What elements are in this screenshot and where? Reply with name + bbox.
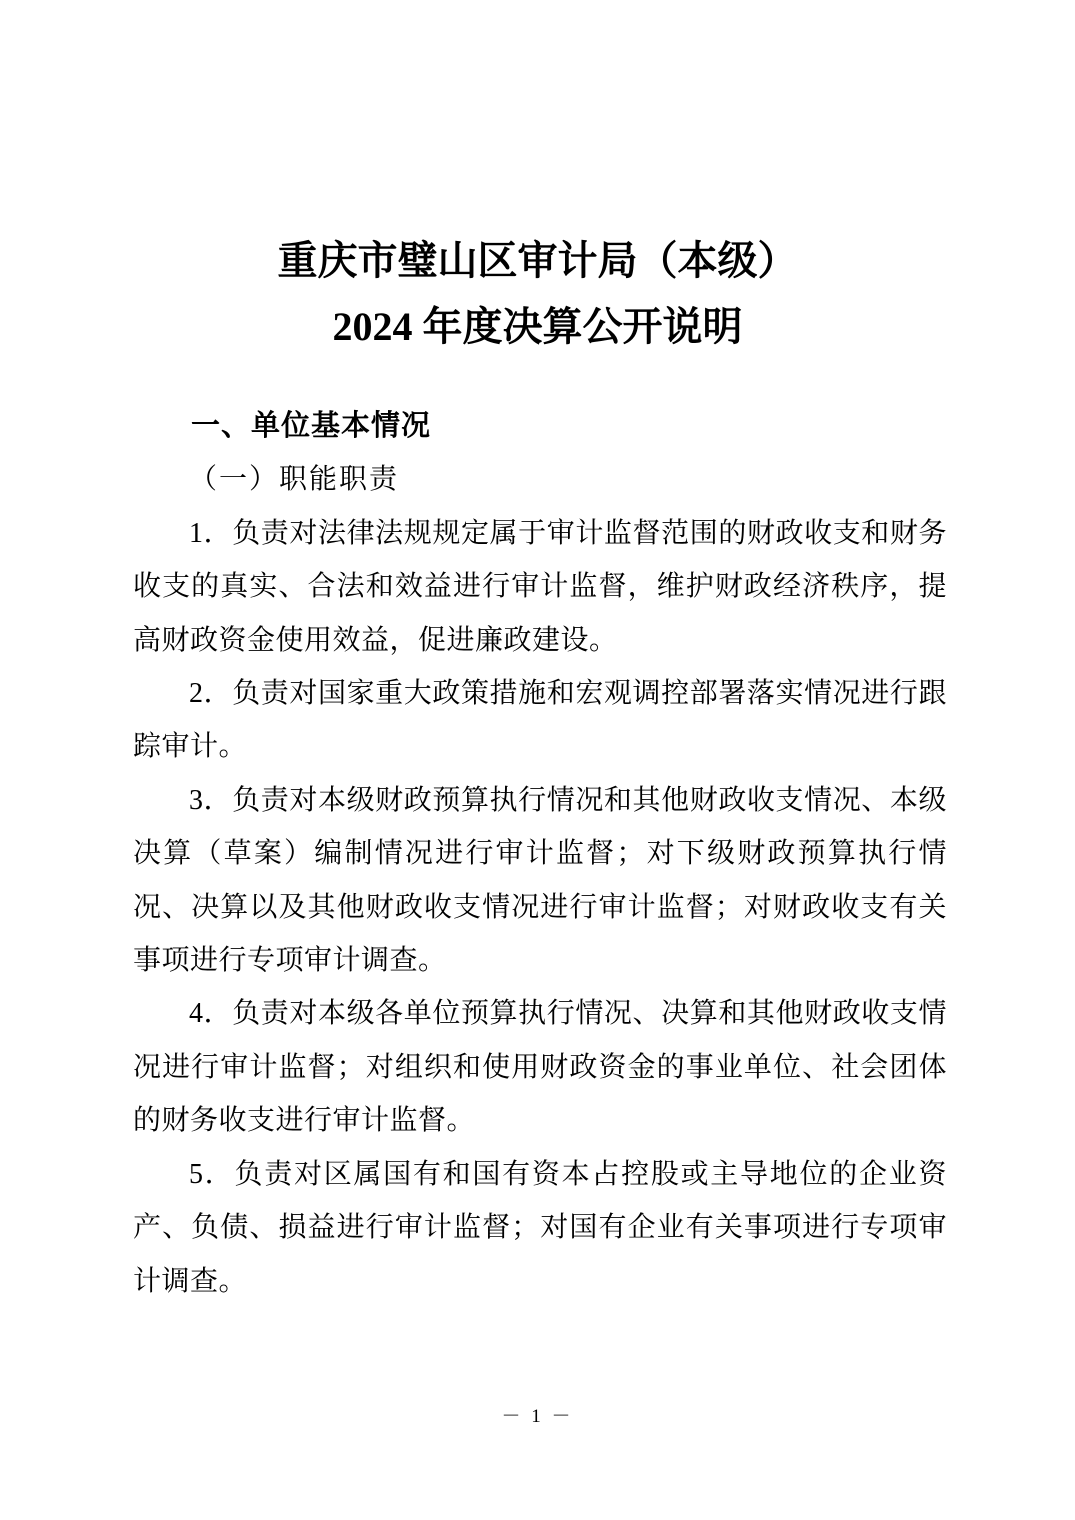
body-paragraph-3: 3．负责对本级财政预算执行情况和其他财政收支情况、本级决算（草案）编制情况进行审计监督；对下级财政预算执行情况、决算以及其他财政收支情况进行审计监督；对财政收支有关事项进行专项审计调查。: [133, 784, 947, 977]
subsection-heading-duties: （一）职能职责: [189, 464, 400, 496]
body-paragraph-4: 4．负责对本级各单位预算执行情况、决算和其他财政收支情况进行审计监督；对组织和使用财政资金的事业单位、社会团体的财务收支进行审计监督。: [133, 998, 947, 1137]
section-heading-basic-info: 一、单位基本情况: [191, 410, 432, 442]
body-paragraph-2: 2．负责对国家重大政策措施和宏观调控部署落实情况进行跟踪审计。: [133, 678, 947, 763]
document-body: [133, 400, 947, 1308]
page-number: － 1 －: [501, 1406, 574, 1427]
body-paragraph-5: 5．负责对区属国有和国有资本占控股或主导地位的企业资产、负债、损益进行审计监督；对国有企业有关事项进行专项审计调查。: [133, 1158, 947, 1297]
body-paragraph-1: 1．负责对法律法规规定属于审计监督范围的财政收支和财务收支的真实、合法和效益进行审计监督，维护财政经济秩序，提高财政资金使用效益，促进廉政建设。: [133, 517, 947, 656]
title-line-2: 2024 年度决算公开说明: [332, 304, 743, 349]
document-title: [0, 0, 1075, 360]
title-line-1: 重庆市璧山区审计局（本级）: [277, 238, 798, 283]
page-footer: [0, 1401, 1075, 1428]
